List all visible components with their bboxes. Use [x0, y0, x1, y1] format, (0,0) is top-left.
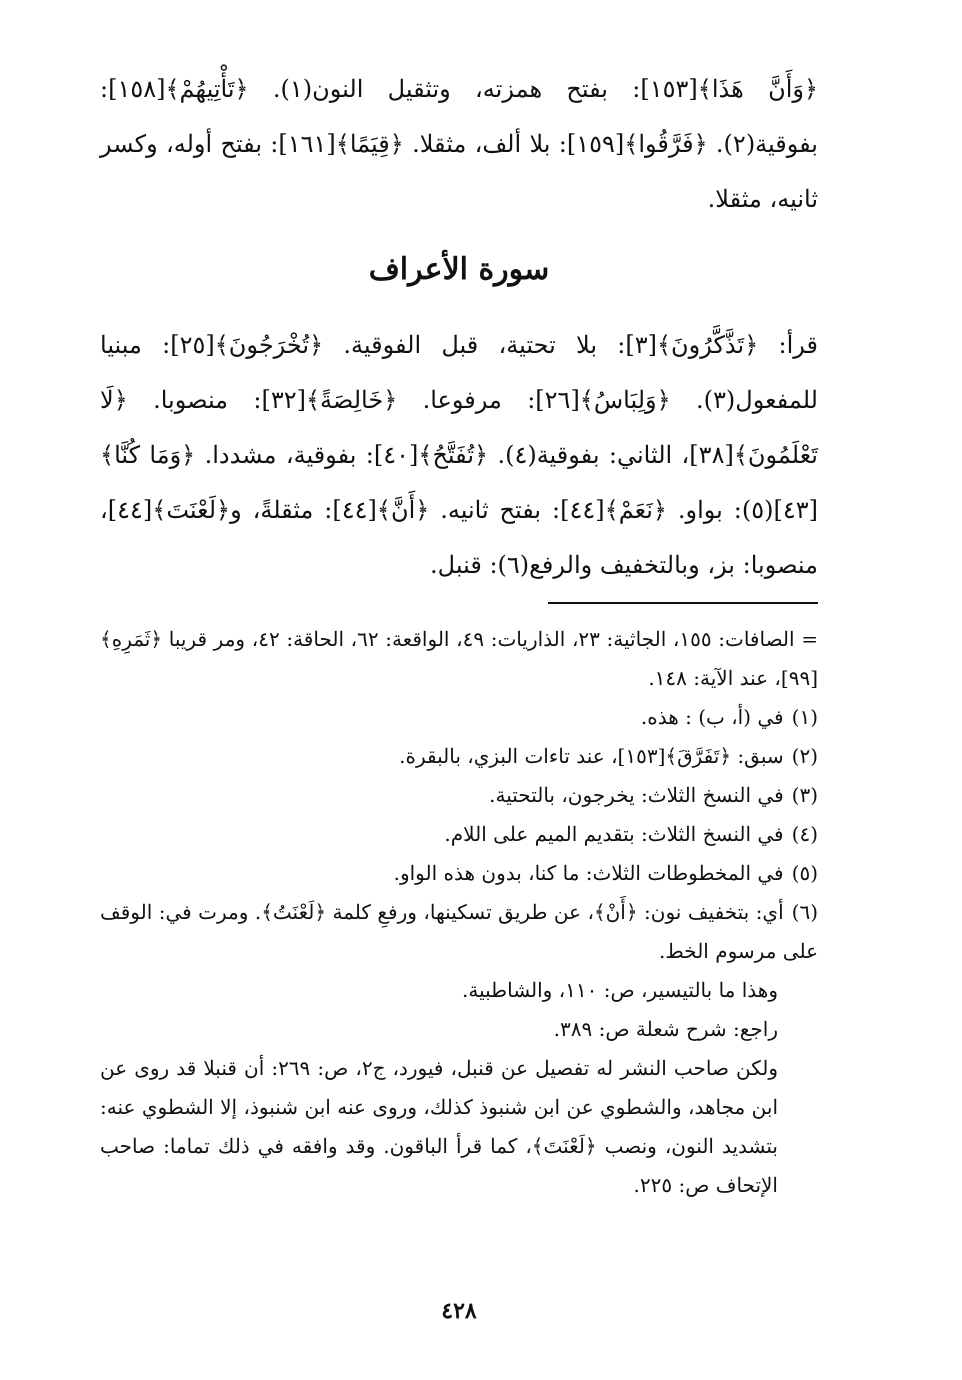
- footnote-6: [100, 893, 818, 971]
- footnote-text: في النسخ الثلاث: بتقديم الميم على اللام.: [444, 822, 784, 846]
- footnote-separator: [548, 602, 818, 604]
- footnote-continuation: = الصافات: ١٥٥، الجاثية: ٢٣، الذاريات: ٤٩، الواقعة: ٦٢، الحاقة: ٤٢، ومر قريبا ﴿ثَمَرِهِ﴾[٩٩]، عند الآية: ١٤٨.: [100, 627, 818, 690]
- footnote-1: [100, 698, 818, 737]
- footnote-text: أي: بتخفيف نون: ﴿أَنْ﴾، عن طريق تسكينها، ورفعِ كلمة ﴿لَعْنَتُ﴾. ومرت في: الوقف على مرسوم الخط.: [100, 900, 818, 963]
- footnote-number: (١): [791, 705, 818, 729]
- footnote-text: في المخطوطات الثلاث: ما كنا، بدون هذه الواو.: [393, 861, 784, 885]
- surah-title: سورة الأعراف: [368, 252, 550, 287]
- footnotes: [100, 620, 818, 1205]
- footnote-6-line-c: راجع: شرح شعلة ص: ٣٨٩.: [553, 1017, 778, 1041]
- footnote-5: [100, 854, 818, 893]
- footnote-number: (٥): [791, 861, 818, 885]
- footnote-6-line-b: وهذا ما بالتيسير، ص: ١١٠، والشاطبية.: [462, 978, 778, 1002]
- footnote-number: (٦): [791, 900, 818, 924]
- main-text-araf: [100, 318, 818, 593]
- footnote-6-line-d: ولكن صاحب النشر له تفصيل عن قنبل، فيورد، ج٢، ص: ٢٦٩: أن قنبلا قد روى عن ابن مجاهد، والشطوي عن ابن شنبوذ كذلك، وروى عنه ابن شنبوذ، إلا الشطوي عنه: بتشديد النون، ونصب ﴿لَعْنَتَ﴾، كما قرأ الباقون. وقد وافقه في ذلك تماما: صاحب الإتحاف ص: ٢٢٥.: [100, 1056, 779, 1197]
- paragraph-end-of-anam: ﴿وَأَنَّ هَذَا﴾[١٥٣]: بفتح همزته، وتثقيل النون(١). ﴿تَأْتِيهُمْ﴾[١٥٨]: بفوقية(٢). ﴿فَرَّقُوا﴾[١٥٩]: بلا ألف، مثقلا. ﴿قِيَمًا﴾[١٦١]: بفتح أوله، وكسر ثانيه، مثقلا.: [100, 75, 819, 213]
- footnote-3: [100, 776, 818, 815]
- footnote-number: (٣): [791, 783, 818, 807]
- footnote-text: في النسخ الثلاث: يخرجون، بالتحتية.: [489, 783, 784, 807]
- footnote-number: (٢): [791, 744, 818, 768]
- paragraph-araf: قرأ: ﴿تَذَّكَّرُونَ﴾[٣]: بلا تحتية، قبل الفوقية. ﴿تُخْرَجُونَ﴾[٢٥]: مبنيا للمفعول(٣). ﴿وَلِبَاسُ﴾[٢٦]: مرفوعا. ﴿خَالِصَةً﴾[٣٢]: منصوبا. ﴿لَا تَعْلَمُونَ﴾[٣٨]، الثاني: بفوقية(٤). ﴿تُفَتَّحُ﴾[٤٠]: بفوقية، مشددا. ﴿وَمَا كُنَّا﴾[٤٣](٥): بواو. ﴿نَعَمْ﴾[٤٤]: بفتح ثانيه. ﴿أَنَّ﴾[٤٤]: مثقلةً، و﴿لَعْنَتَ﴾[٤٤]، منصوبا: بز، وبالتخفيف والرفع(٦): قنبل.: [100, 331, 819, 579]
- footnote-text: في (أ، ب) : هذه.: [640, 705, 784, 729]
- footnote-text: سبق: ﴿تَفَرَّقَ﴾[١٥٣]، عند تاءات البزي، بالبقرة.: [399, 744, 784, 768]
- footnote-2: [100, 737, 818, 776]
- main-text-top: [100, 62, 818, 227]
- footnote-number: (٤): [791, 822, 818, 846]
- footnote-4: [100, 815, 818, 854]
- page-number: ٤٢٨: [441, 1298, 477, 1324]
